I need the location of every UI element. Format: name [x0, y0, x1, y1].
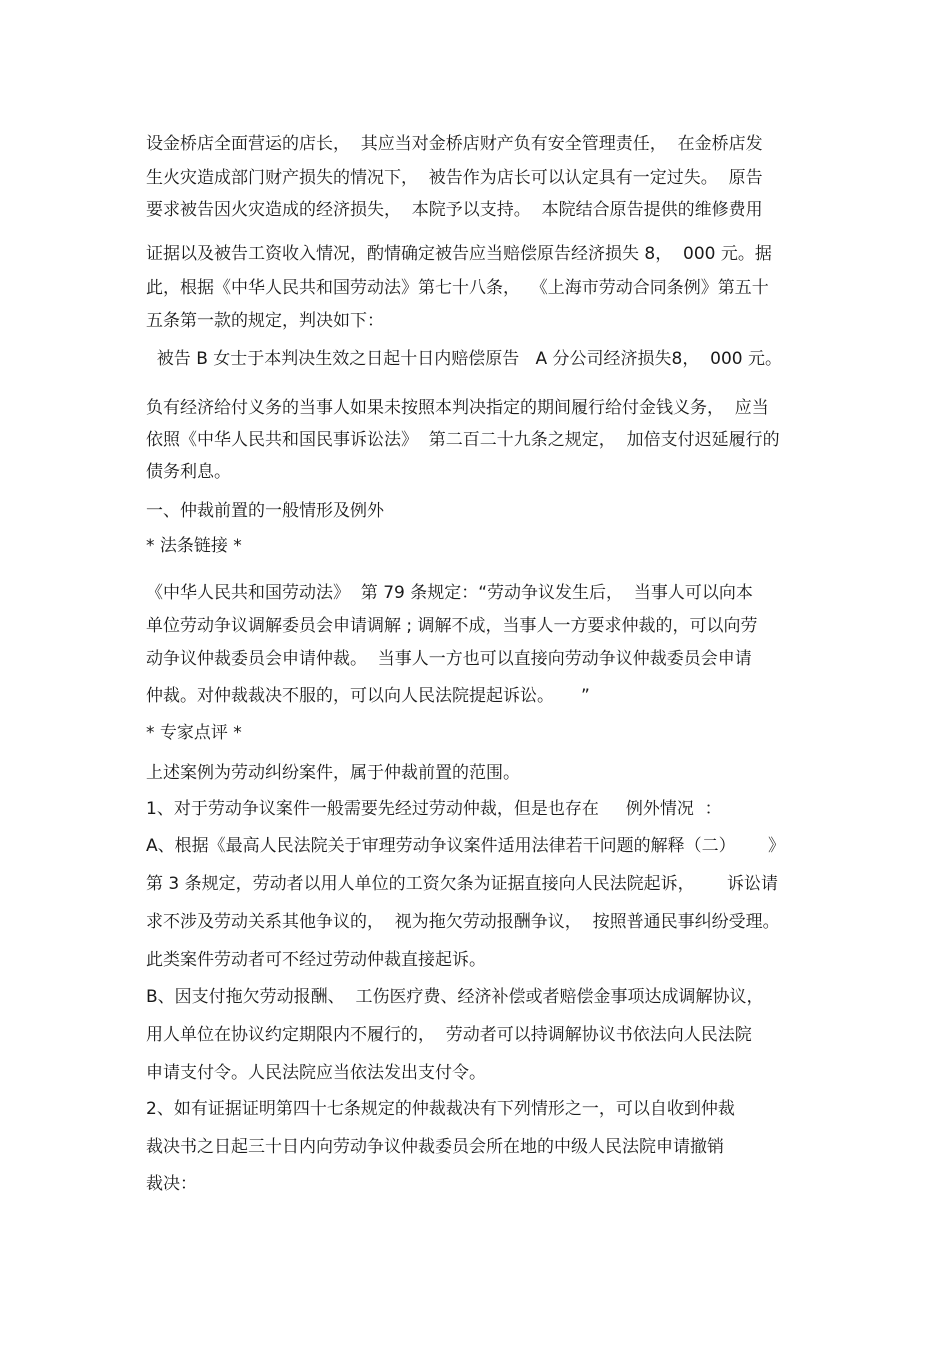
body-text-line: 设金桥店全面营运的店长， 其应当对金桥店财产负有安全管理责任， 在金桥店发 [146, 134, 763, 154]
body-text-line: 裁决： [146, 1174, 197, 1194]
body-text-line: 动争议仲裁委员会申请仲裁。 当事人一方也可以直接向劳动争议仲裁委员会申请 [146, 649, 752, 669]
body-text-line: 债务利息。 [146, 462, 231, 482]
list-item-2: 2、如有证据证明第四十七条规定的仲裁裁决有下列情形之一，可以自收到仲裁 [146, 1099, 735, 1119]
list-item-1: 1、对于劳动争议案件一般需要先经过劳动仲裁，但是也存在 例外情况 ： [146, 799, 722, 819]
body-text-line: 仲裁。对仲裁裁决不服的，可以向人民法院提起诉讼。 ” [146, 686, 590, 706]
judgment-line: 被告 B 女士于本判决生效之日起十日内赔偿原告 A 分公司经济损失8， 000 元。 [146, 349, 782, 369]
body-text-line: 用人单位在协议约定期限内不履行的， 劳动者可以持调解协议书依法向人民法院 [146, 1025, 752, 1045]
body-text-line: 第 3 条规定，劳动者以用人单位的工资欠条为证据直接向人民法院起诉， 诉讼请 [146, 874, 779, 894]
body-text-line: 上述案例为劳动纠纷案件，属于仲裁前置的范围。 [146, 763, 520, 783]
subheading-expert-review: * 专家点评 * [146, 723, 242, 743]
list-item-a: A、根据《最高人民法院关于审理劳动争议案件适用法律若干问题的解释（二） 》 [146, 836, 786, 856]
body-text-line: 《中华人民共和国劳动法》 第 79 条规定：“劳动争议发生后， 当事人可以向本 [146, 583, 753, 603]
body-text-line: 五条第一款的规定，判决如下： [146, 311, 384, 331]
body-text-line: 此，根据《中华人民共和国劳动法》第七十八条， 《上海市劳动合同条例》第五十 [146, 278, 769, 298]
body-text-line: 负有经济给付义务的当事人如果未按照本判决指定的期间履行给付金钱义务， 应当 [146, 398, 769, 418]
section-heading: 一、仲裁前置的一般情形及例外 [146, 501, 384, 521]
body-text-line: 依照《中华人民共和国民事诉讼法》 第二百二十九条之规定， 加倍支付迟延履行的 [146, 430, 780, 450]
body-text-line: 此类案件劳动者可不经过劳动仲裁直接起诉。 [146, 950, 486, 970]
subheading-statute-link: * 法条链接 * [146, 536, 242, 556]
body-text-line: 求不涉及劳动关系其他争议的， 视为拖欠劳动报酬争议， 按照普通民事纠纷受理。 [146, 912, 780, 932]
body-text-line: 申请支付令。人民法院应当依法发出支付令。 [146, 1063, 486, 1083]
body-text-line: 证据以及被告工资收入情况，酌情确定被告应当赔偿原告经济损失 8， 000 元。据 [146, 244, 772, 264]
body-text-line: 裁决书之日起三十日内向劳动争议仲裁委员会所在地的中级人民法院申请撤销 [146, 1137, 724, 1157]
list-item-b: B、因支付拖欠劳动报酬、 工伤医疗费、经济补偿或者赔偿金事项达成调解协议， [146, 987, 764, 1007]
body-text-line: 单位劳动争议调解委员会申请调解 ; 调解不成，当事人一方要求仲裁的，可以向劳 [146, 616, 758, 636]
body-text-line: 要求被告因火灾造成的经济损失， 本院予以支持。 本院结合原告提供的维修费用 [146, 200, 763, 220]
body-text-line: 生火灾造成部门财产损失的情况下， 被告作为店长可以认定具有一定过失。 原告 [146, 168, 763, 188]
